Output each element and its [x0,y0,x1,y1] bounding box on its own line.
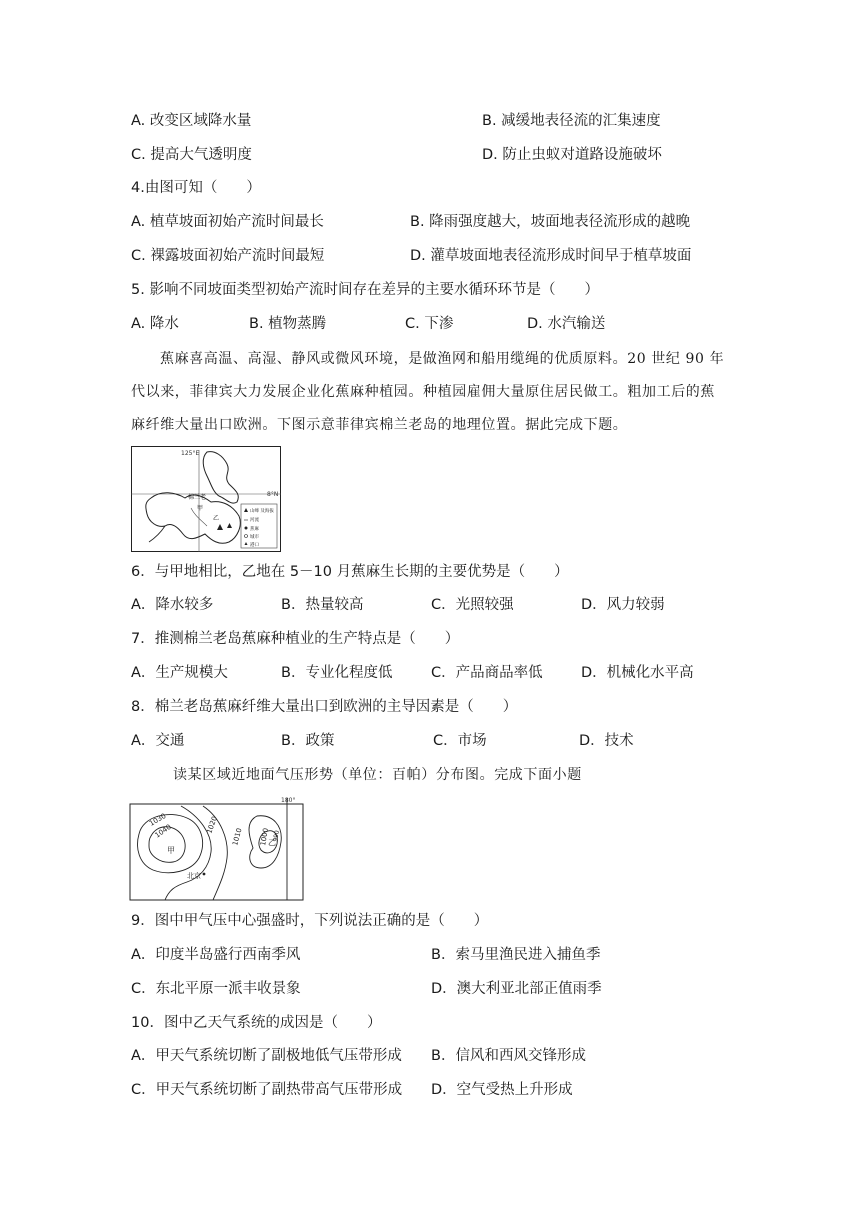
q10-stem: 10．图中乙天气系统的成因是（ ） [131,1015,382,1031]
q3-option-d: D. 防止虫蚁对道路设施破坏 [482,147,662,163]
q7-option-d: D．机械化水平高 [581,665,694,681]
yi-label: 乙 [268,838,276,847]
q9-option-d: D．澳大利亚北部正值雨季 [431,981,602,997]
q4-stem: 4.由图可知（ ） [131,180,261,196]
city-label: 北京 [187,872,201,880]
q9-stem: 9．图中甲气压中心强盛时，下列说法正确的是（ ） [131,913,489,929]
jia-label: 甲 [197,505,204,512]
q6-stem: 6．与甲地相比，乙地在 5－10 月蕉麻生长期的主要优势是（ ） [131,564,569,580]
legend-item: 蕉麻 [250,527,259,532]
q9-option-c: C．东北平原一派丰收景象 [131,981,301,997]
isobar-label: 1040 [153,822,173,840]
q5-option-d: D. 水汽输送 [527,316,606,332]
isobar-label: 990 [272,829,281,843]
lat-label: 8°N [267,491,279,498]
isobar-label: 1030 [148,811,168,828]
legend-item: 港口 [250,543,259,548]
q4-option-c: C. 裸露坡面初始产流时间最短 [131,248,325,264]
q3-option-a: A. 改变区域降水量 [131,113,252,129]
plant-legend-icon [245,527,248,530]
q5-option-a: A. 降水 [131,316,179,332]
lon-label: 180° [281,797,296,804]
passage1-line-2: 代以来，菲律宾大力发展企业化蕉麻种植园。种植园雇佣大量原住居民做工。粗加工后的蕉 [131,384,715,400]
q3-option-b: B. 减缓地表径流的汇集速度 [482,113,661,129]
q6-option-c: C．光照较强 [431,597,514,613]
q3-option-c: C. 提高大气透明度 [131,147,252,163]
q10-option-d: D．空气受热上升形成 [431,1082,573,1098]
q8-option-a: A．交通 [131,733,185,749]
passage1-line-1: 蕉麻喜高温、高湿、静风或微风环境，是做渔网和船用缆绳的优质原料。20 世纪 90 年 [160,351,725,367]
island-label: 棉兰老 [188,494,207,501]
q6-option-d: D．风力较弱 [581,597,665,613]
passage2: 读某区域近地面气压形势（单位：百帕）分布图。完成下面小题 [173,767,582,783]
q8-option-c: C．市场 [433,733,487,749]
isobar-label: 1010 [231,827,244,847]
q9-option-b: B．索马里渔民进入捕鱼季 [431,947,601,963]
pressure-map [129,794,305,902]
q9-option-a: A．印度半岛盛行西南季风 [131,947,301,963]
q10-option-a: A．甲天气系统切断了副极地低气压带形成 [131,1048,402,1064]
legend-item: 城市 [250,535,259,540]
beijing-dot [203,873,206,876]
q4-option-d: D. 灌草坡面地表径流形成时间早于植草坡面 [410,248,692,264]
passage1-line-3: 麻纤维大量出口欧洲。下图示意菲律宾棉兰老岛的地理位置。据此完成下题。 [131,417,628,433]
q6-option-b: B．热量较高 [281,597,364,613]
q7-option-b: B．专业化程度低 [281,665,393,681]
q8-option-b: B．政策 [281,733,335,749]
mindanao-map [131,446,281,552]
q8-stem: 8．棉兰老岛蕉麻纤维大量出口到欧洲的主导因素是（ ） [131,699,518,715]
yi-label: 乙 [213,515,220,522]
lon-label: 125°E [181,450,200,457]
legend-item: 山峰 及海拔 [250,509,274,514]
q4-option-b: B. 降雨强度越大，坡面地表径流形成的越晚 [410,214,691,230]
q7-stem: 7．推测棉兰老岛蕉麻种植业的生产特点是（ ） [131,631,460,647]
q8-option-d: D．技术 [579,733,634,749]
q5-stem: 5. 影响不同坡面类型初始产流时间存在差异的主要水循环环节是（ ） [131,282,599,298]
q4-option-a: A. 植草坡面初始产流时间最长 [131,214,324,230]
q6-option-a: A．降水较多 [131,597,214,613]
q10-option-c: C．甲天气系统切断了副热带高气压带形成 [131,1082,403,1098]
q5-option-b: B. 植物蒸腾 [249,316,327,332]
jia-label: 甲 [167,846,175,855]
q5-option-c: C. 下渗 [405,316,454,332]
legend-item: 河流 [250,518,259,523]
isobar-label: 1020 [205,815,219,835]
q10-option-b: B．信风和西风交锋形成 [431,1048,586,1064]
q7-option-a: A．生产规模大 [131,665,228,681]
isobar-label: 1000 [259,827,271,847]
q7-option-c: C．产品商品率低 [431,665,543,681]
